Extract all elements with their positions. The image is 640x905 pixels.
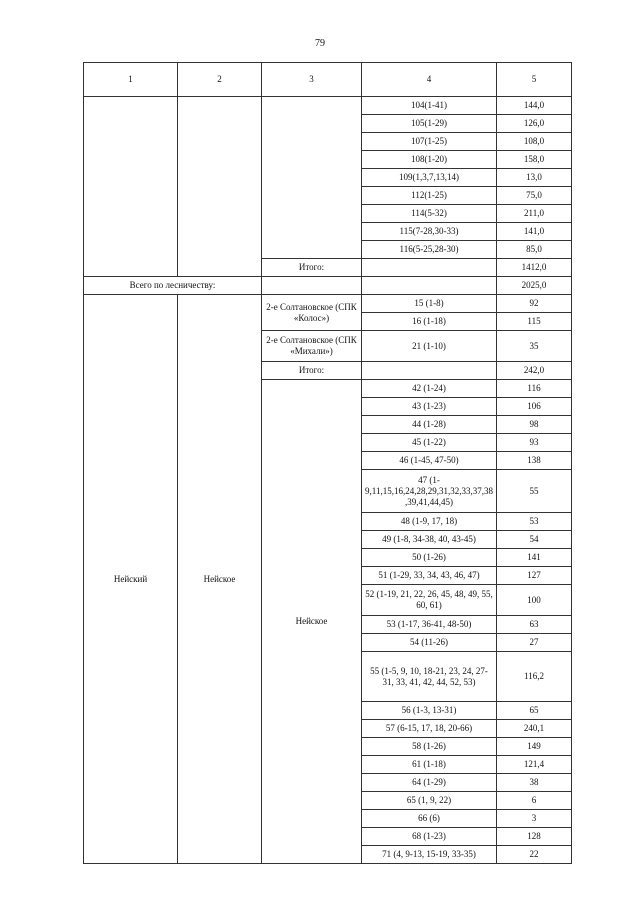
quarter-cell: 56 (1-3, 13-31) bbox=[362, 702, 497, 720]
header-cell-2: 2 bbox=[178, 63, 262, 97]
area-cell: 3 bbox=[497, 810, 572, 828]
quarter-cell: 54 (11-26) bbox=[362, 634, 497, 652]
quarter-cell: 115(7-28,30-33) bbox=[362, 223, 497, 241]
area-cell: 115 bbox=[497, 313, 572, 331]
area-cell: 63 bbox=[497, 616, 572, 634]
quarter-cell: 112(1-25) bbox=[362, 187, 497, 205]
itogo-value: 242,0 bbox=[497, 362, 572, 380]
quarter-cell: 47 (1-9,11,15,16,24,28,29,31,32,33,37,38,39,41,44,45) bbox=[362, 470, 497, 513]
area-cell: 65 bbox=[497, 702, 572, 720]
area-cell: 38 bbox=[497, 774, 572, 792]
quarter-cell: 44 (1-28) bbox=[362, 416, 497, 434]
vsego-empty-cell bbox=[362, 277, 497, 295]
itogo-label: Итого: bbox=[262, 259, 362, 277]
area-cell: 93 bbox=[497, 434, 572, 452]
area-cell: 98 bbox=[497, 416, 572, 434]
group1-c2-cell bbox=[178, 97, 262, 277]
quarter-cell: 109(1,3,7,13,14) bbox=[362, 169, 497, 187]
area-cell: 211,0 bbox=[497, 205, 572, 223]
quarter-cell: 105(1-29) bbox=[362, 115, 497, 133]
area-cell: 75,0 bbox=[497, 187, 572, 205]
group1-c3-cell bbox=[262, 97, 362, 259]
header-cell-3: 3 bbox=[262, 63, 362, 97]
quarter-cell: 46 (1-45, 47-50) bbox=[362, 452, 497, 470]
area-cell: 27 bbox=[497, 634, 572, 652]
quarter-cell: 116(5-25,28-30) bbox=[362, 241, 497, 259]
area-cell: 35 bbox=[497, 331, 572, 362]
quarter-cell: 68 (1-23) bbox=[362, 828, 497, 846]
itogo-value: 1412,0 bbox=[497, 259, 572, 277]
area-cell: 121,4 bbox=[497, 756, 572, 774]
area-cell: 85,0 bbox=[497, 241, 572, 259]
area-cell: 240,1 bbox=[497, 720, 572, 738]
header-row bbox=[84, 63, 572, 97]
vsego-value: 2025,0 bbox=[497, 277, 572, 295]
solt-kolos-cell: 2-е Солтановское (СПК «Колос») bbox=[262, 295, 362, 331]
district-cell: Нейский bbox=[84, 295, 178, 864]
quarter-cell: 71 (4, 9-13, 15-19, 33-35) bbox=[362, 846, 497, 864]
area-cell: 100 bbox=[497, 585, 572, 616]
area-cell: 138 bbox=[497, 452, 572, 470]
area-cell: 116,2 bbox=[497, 652, 572, 702]
area-cell: 144,0 bbox=[497, 97, 572, 115]
area-cell: 116 bbox=[497, 380, 572, 398]
quarter-cell: 50 (1-26) bbox=[362, 549, 497, 567]
quarter-cell: 43 (1-23) bbox=[362, 398, 497, 416]
area-cell: 128 bbox=[497, 828, 572, 846]
quarter-cell: 15 (1-8) bbox=[362, 295, 497, 313]
page-number: 79 bbox=[315, 38, 325, 49]
quarter-cell: 114(5-32) bbox=[362, 205, 497, 223]
area-cell: 53 bbox=[497, 513, 572, 531]
area-cell: 126,0 bbox=[497, 115, 572, 133]
quarter-cell: 66 (6) bbox=[362, 810, 497, 828]
table-row bbox=[84, 295, 572, 313]
area-cell: 141,0 bbox=[497, 223, 572, 241]
group1-c1-cell bbox=[84, 97, 178, 277]
area-cell: 92 bbox=[497, 295, 572, 313]
vsego-label: Всего по лесничеству: bbox=[84, 277, 262, 295]
vsego-row bbox=[84, 277, 572, 295]
area-cell: 13,0 bbox=[497, 169, 572, 187]
itogo-label: Итого: bbox=[262, 362, 362, 380]
forestry-table bbox=[83, 62, 572, 864]
quarter-cell: 108(1-20) bbox=[362, 151, 497, 169]
quarter-cell: 49 (1-8, 34-38, 40, 43-45) bbox=[362, 531, 497, 549]
header-cell-4: 4 bbox=[362, 63, 497, 97]
area-cell: 108,0 bbox=[497, 133, 572, 151]
quarter-cell: 52 (1-19, 21, 22, 26, 45, 48, 49, 55, 60, 61) bbox=[362, 585, 497, 616]
area-cell: 127 bbox=[497, 567, 572, 585]
quarter-cell: 65 (1, 9, 22) bbox=[362, 792, 497, 810]
itogo-empty-cell bbox=[362, 259, 497, 277]
quarter-cell: 58 (1-26) bbox=[362, 738, 497, 756]
quarter-cell: 57 (6-15, 17, 18, 20-66) bbox=[362, 720, 497, 738]
quarter-cell: 45 (1-22) bbox=[362, 434, 497, 452]
header-cell-1: 1 bbox=[84, 63, 178, 97]
quarter-cell: 16 (1-18) bbox=[362, 313, 497, 331]
quarter-cell: 53 (1-17, 36-41, 48-50) bbox=[362, 616, 497, 634]
area-cell: 55 bbox=[497, 470, 572, 513]
quarter-cell: 107(1-25) bbox=[362, 133, 497, 151]
area-cell: 149 bbox=[497, 738, 572, 756]
forestry-cell: Нейское bbox=[178, 295, 262, 864]
quarter-cell: 42 (1-24) bbox=[362, 380, 497, 398]
vsego-empty-cell bbox=[262, 277, 362, 295]
quarter-cell: 104(1-41) bbox=[362, 97, 497, 115]
header-cell-5: 5 bbox=[497, 63, 572, 97]
neyskoe-cell: Нейское bbox=[262, 380, 362, 864]
area-cell: 6 bbox=[497, 792, 572, 810]
quarter-cell: 48 (1-9, 17, 18) bbox=[362, 513, 497, 531]
quarter-cell: 55 (1-5, 9, 10, 18-21, 23, 24, 27-31, 33, 41, 42, 44, 52, 53) bbox=[362, 652, 497, 702]
solt-mikhali-cell: 2-е Солтановское (СПК «Михали») bbox=[262, 331, 362, 362]
itogo-empty-cell bbox=[362, 362, 497, 380]
table-row bbox=[84, 97, 572, 115]
area-cell: 54 bbox=[497, 531, 572, 549]
area-cell: 158,0 bbox=[497, 151, 572, 169]
quarter-cell: 64 (1-29) bbox=[362, 774, 497, 792]
quarter-cell: 51 (1-29, 33, 34, 43, 46, 47) bbox=[362, 567, 497, 585]
area-cell: 22 bbox=[497, 846, 572, 864]
area-cell: 141 bbox=[497, 549, 572, 567]
area-cell: 106 bbox=[497, 398, 572, 416]
quarter-cell: 61 (1-18) bbox=[362, 756, 497, 774]
quarter-cell: 21 (1-10) bbox=[362, 331, 497, 362]
